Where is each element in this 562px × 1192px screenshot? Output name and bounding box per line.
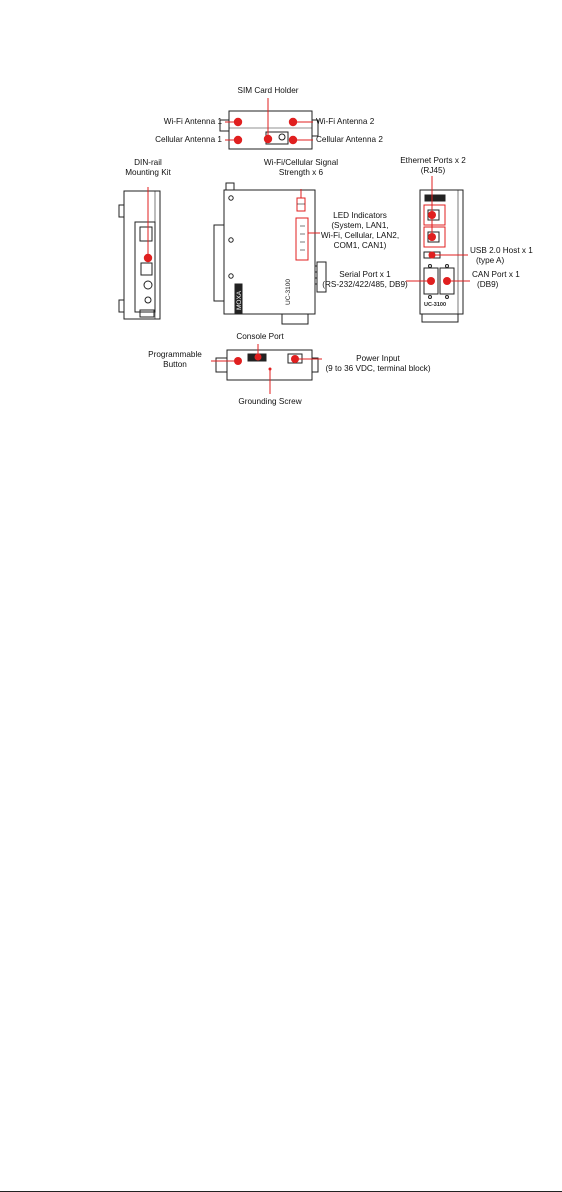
label-led-line4: COM1, CAN1)	[333, 241, 387, 250]
label-led-line1: LED Indicators	[333, 211, 387, 220]
brand-logo: MOXA	[236, 290, 243, 310]
label-programmable-line2: Button	[163, 360, 187, 369]
label-usb-line1: USB 2.0 Host x 1	[470, 246, 533, 255]
label-console-port: Console Port	[236, 332, 284, 341]
left-view	[119, 191, 160, 319]
label-power-line2: (9 to 36 VDC, terminal block)	[325, 364, 431, 373]
label-led-line2: (System, LAN1,	[331, 221, 389, 230]
top-view	[220, 111, 318, 149]
label-sim-card-holder: SIM Card Holder	[237, 86, 299, 95]
label-power-line1: Power Input	[356, 354, 400, 363]
label-cellular-antenna-1: Cellular Antenna 1	[155, 135, 222, 144]
label-serial-line2: (RS-232/422/485, DB9)	[322, 280, 408, 289]
label-wifi-antenna-2: Wi-Fi Antenna 2	[316, 117, 375, 126]
label-signal-line2: Strength x 6	[278, 168, 324, 177]
label-wifi-antenna-1: Wi-Fi Antenna 1	[163, 117, 222, 126]
label-din-rail-line2: Mounting Kit	[125, 168, 171, 177]
label-signal-line1: Wi-Fi/Cellular Signal	[263, 158, 339, 167]
label-din-rail-line1: DIN-rail	[134, 158, 162, 167]
label-grounding-screw: Grounding Screw	[238, 397, 302, 406]
label-serial-line1: Serial Port x 1	[339, 270, 391, 279]
label-programmable-line1: Programmable	[148, 350, 202, 359]
model-label-side: UC-3100	[424, 302, 447, 308]
front-view	[214, 183, 326, 324]
model-label-front: UC-3100	[285, 278, 292, 305]
bottom-view	[216, 350, 318, 380]
label-usb-line2: (type A)	[476, 256, 505, 265]
label-can-line2: (DB9)	[477, 280, 499, 289]
label-can-line1: CAN Port x 1	[472, 270, 520, 279]
label-cellular-antenna-2: Cellular Antenna 2	[316, 135, 383, 144]
label-ethernet-line2: (RJ45)	[420, 166, 446, 175]
label-ethernet-line1: Ethernet Ports x 2	[400, 156, 466, 165]
label-led-line3: Wi-Fi, Cellular, LAN2,	[320, 231, 400, 240]
